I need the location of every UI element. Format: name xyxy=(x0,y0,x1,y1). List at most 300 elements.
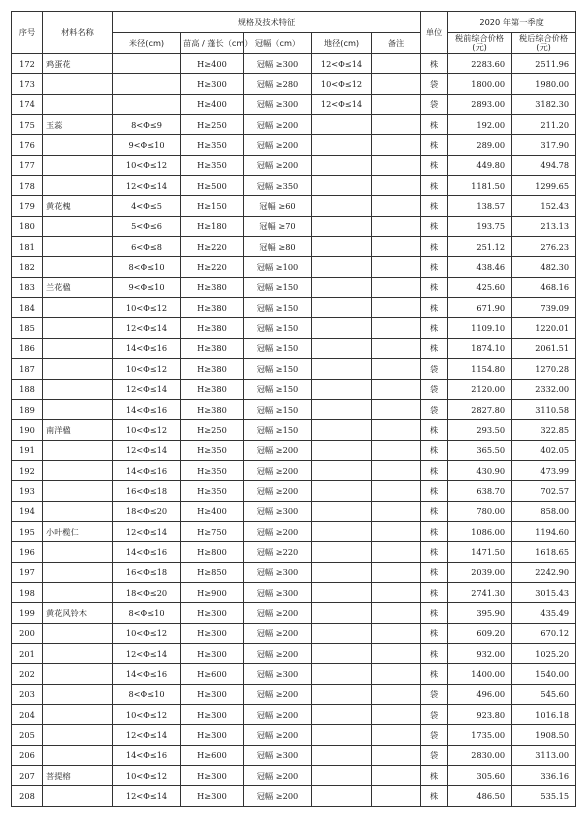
cell-di-jing xyxy=(312,725,372,745)
cell-unit: 株 xyxy=(421,277,448,297)
cell-guan-fu: 冠幅 ≥200 xyxy=(244,623,312,643)
cell-bei-zhu xyxy=(372,705,421,725)
cell-material-name xyxy=(43,542,113,562)
cell-post-tax-price: 468.16 xyxy=(512,277,576,297)
cell-miao-gao: H≥300 xyxy=(181,603,244,623)
cell-bei-zhu xyxy=(372,786,421,806)
cell-bei-zhu xyxy=(372,440,421,460)
cell-seq: 205 xyxy=(12,725,43,745)
cell-bei-zhu xyxy=(372,562,421,582)
cell-pre-tax-price: 2120.00 xyxy=(448,379,512,399)
cell-unit: 袋 xyxy=(421,379,448,399)
price-table-sheet xyxy=(11,11,575,807)
cell-bei-zhu xyxy=(372,176,421,196)
cell-bei-zhu xyxy=(372,298,421,318)
cell-pre-tax-price: 2741.30 xyxy=(448,582,512,602)
cell-unit: 株 xyxy=(421,460,448,480)
cell-pre-tax-price: 2827.80 xyxy=(448,399,512,419)
cell-guan-fu: 冠幅 ≥200 xyxy=(244,440,312,460)
cell-unit: 袋 xyxy=(421,94,448,114)
table-row xyxy=(12,74,576,94)
cell-bei-zhu xyxy=(372,318,421,338)
table-row xyxy=(12,562,576,582)
cell-post-tax-price: 1299.65 xyxy=(512,176,576,196)
cell-pre-tax-price: 2830.00 xyxy=(448,745,512,765)
cell-pre-tax-price: 2039.00 xyxy=(448,562,512,582)
cell-seq: 198 xyxy=(12,582,43,602)
cell-seq: 203 xyxy=(12,684,43,704)
cell-material-name xyxy=(43,481,113,501)
cell-unit: 株 xyxy=(421,623,448,643)
cell-guan-fu: 冠幅 ≥150 xyxy=(244,318,312,338)
cell-miao-gao: H≥220 xyxy=(181,237,244,257)
cell-mi-jing: 8<Φ≤10 xyxy=(113,603,181,623)
cell-guan-fu: 冠幅 ≥300 xyxy=(244,664,312,684)
cell-seq: 177 xyxy=(12,155,43,175)
cell-pre-tax-price: 192.00 xyxy=(448,115,512,135)
cell-material-name xyxy=(43,94,113,114)
cell-bei-zhu xyxy=(372,664,421,684)
cell-mi-jing: 10<Φ≤12 xyxy=(113,359,181,379)
cell-di-jing xyxy=(312,542,372,562)
cell-material-name xyxy=(43,399,113,419)
cell-pre-tax-price: 251.12 xyxy=(448,237,512,257)
table-body xyxy=(12,54,576,807)
table-row xyxy=(12,420,576,440)
cell-post-tax-price: 1025.20 xyxy=(512,643,576,663)
cell-material-name xyxy=(43,379,113,399)
cell-pre-tax-price: 1154.80 xyxy=(448,359,512,379)
cell-unit: 袋 xyxy=(421,359,448,379)
cell-post-tax-price: 1980.00 xyxy=(512,74,576,94)
cell-unit: 株 xyxy=(421,440,448,460)
cell-di-jing xyxy=(312,196,372,216)
cell-bei-zhu xyxy=(372,603,421,623)
cell-guan-fu: 冠幅 ≥200 xyxy=(244,766,312,786)
cell-material-name xyxy=(43,786,113,806)
cell-post-tax-price: 1618.65 xyxy=(512,542,576,562)
cell-guan-fu: 冠幅 ≥150 xyxy=(244,379,312,399)
table-row xyxy=(12,115,576,135)
cell-bei-zhu xyxy=(372,623,421,643)
cell-miao-gao: H≥220 xyxy=(181,257,244,277)
cell-miao-gao: H≥300 xyxy=(181,74,244,94)
cell-di-jing: 12<Φ≤14 xyxy=(312,54,372,74)
cell-pre-tax-price: 496.00 xyxy=(448,684,512,704)
cell-material-name: 黄花槐 xyxy=(43,196,113,216)
cell-guan-fu: 冠幅 ≥300 xyxy=(244,745,312,765)
cell-seq: 179 xyxy=(12,196,43,216)
cell-material-name xyxy=(43,664,113,684)
table-row xyxy=(12,54,576,74)
cell-miao-gao: H≥400 xyxy=(181,54,244,74)
cell-guan-fu: 冠幅 ≥200 xyxy=(244,115,312,135)
table-row xyxy=(12,257,576,277)
cell-material-name xyxy=(43,338,113,358)
cell-bei-zhu xyxy=(372,155,421,175)
cell-pre-tax-price: 2283.60 xyxy=(448,54,512,74)
cell-seq: 189 xyxy=(12,399,43,419)
cell-pre-tax-price: 486.50 xyxy=(448,786,512,806)
cell-seq: 208 xyxy=(12,786,43,806)
cell-guan-fu: 冠幅 ≥220 xyxy=(244,542,312,562)
cell-seq: 180 xyxy=(12,216,43,236)
cell-seq: 173 xyxy=(12,74,43,94)
header-spec-group: 规格及技术特征 xyxy=(113,12,421,33)
cell-mi-jing: 9<Φ≤10 xyxy=(113,135,181,155)
cell-post-tax-price: 213.13 xyxy=(512,216,576,236)
cell-di-jing xyxy=(312,705,372,725)
cell-miao-gao: H≥900 xyxy=(181,582,244,602)
cell-post-tax-price: 482.30 xyxy=(512,257,576,277)
cell-unit: 株 xyxy=(421,135,448,155)
cell-seq: 190 xyxy=(12,420,43,440)
cell-unit: 株 xyxy=(421,115,448,135)
cell-guan-fu: 冠幅 ≥200 xyxy=(244,135,312,155)
cell-mi-jing: 16<Φ≤18 xyxy=(113,481,181,501)
cell-di-jing xyxy=(312,481,372,501)
cell-post-tax-price: 545.60 xyxy=(512,684,576,704)
table-row xyxy=(12,338,576,358)
cell-guan-fu: 冠幅 ≥300 xyxy=(244,562,312,582)
cell-pre-tax-price: 923.80 xyxy=(448,705,512,725)
table-row xyxy=(12,359,576,379)
cell-bei-zhu xyxy=(372,745,421,765)
cell-material-name xyxy=(43,501,113,521)
cell-seq: 206 xyxy=(12,745,43,765)
cell-unit: 株 xyxy=(421,521,448,541)
cell-post-tax-price: 2242.90 xyxy=(512,562,576,582)
cell-pre-tax-price: 671.90 xyxy=(448,298,512,318)
header-material-name: 材料名称 xyxy=(43,12,113,54)
table-row xyxy=(12,460,576,480)
table-row xyxy=(12,318,576,338)
cell-pre-tax-price: 193.75 xyxy=(448,216,512,236)
cell-di-jing xyxy=(312,786,372,806)
cell-mi-jing: 10<Φ≤12 xyxy=(113,420,181,440)
price-table xyxy=(11,11,576,807)
table-row xyxy=(12,94,576,114)
cell-mi-jing: 10<Φ≤12 xyxy=(113,298,181,318)
cell-seq: 200 xyxy=(12,623,43,643)
cell-guan-fu: 冠幅 ≥300 xyxy=(244,501,312,521)
cell-mi-jing: 12<Φ≤14 xyxy=(113,521,181,541)
header-di-jing: 地径(cm) xyxy=(312,33,372,54)
cell-unit: 袋 xyxy=(421,684,448,704)
cell-guan-fu: 冠幅 ≥60 xyxy=(244,196,312,216)
cell-unit: 株 xyxy=(421,786,448,806)
cell-mi-jing: 12<Φ≤14 xyxy=(113,786,181,806)
cell-material-name xyxy=(43,135,113,155)
table-header xyxy=(12,12,576,54)
cell-post-tax-price: 739.09 xyxy=(512,298,576,318)
cell-mi-jing: 9<Φ≤10 xyxy=(113,277,181,297)
cell-bei-zhu xyxy=(372,521,421,541)
header-seq: 序号 xyxy=(12,12,43,54)
cell-miao-gao: H≥600 xyxy=(181,664,244,684)
cell-miao-gao: H≥300 xyxy=(181,766,244,786)
cell-material-name: 玉蕊 xyxy=(43,115,113,135)
cell-guan-fu: 冠幅 ≥100 xyxy=(244,257,312,277)
cell-seq: 185 xyxy=(12,318,43,338)
cell-bei-zhu xyxy=(372,135,421,155)
cell-di-jing xyxy=(312,359,372,379)
cell-miao-gao: H≥300 xyxy=(181,725,244,745)
cell-seq: 201 xyxy=(12,643,43,663)
cell-di-jing xyxy=(312,155,372,175)
cell-mi-jing: 14<Φ≤16 xyxy=(113,542,181,562)
cell-post-tax-price: 3182.30 xyxy=(512,94,576,114)
cell-di-jing xyxy=(312,420,372,440)
cell-guan-fu: 冠幅 ≥150 xyxy=(244,420,312,440)
table-row xyxy=(12,481,576,501)
cell-seq: 181 xyxy=(12,237,43,257)
cell-mi-jing: 10<Φ≤12 xyxy=(113,705,181,725)
cell-miao-gao: H≥300 xyxy=(181,705,244,725)
cell-post-tax-price: 670.12 xyxy=(512,623,576,643)
cell-di-jing xyxy=(312,216,372,236)
cell-pre-tax-price: 305.60 xyxy=(448,766,512,786)
cell-pre-tax-price: 2893.00 xyxy=(448,94,512,114)
cell-miao-gao: H≥250 xyxy=(181,420,244,440)
cell-mi-jing: 12<Φ≤14 xyxy=(113,643,181,663)
cell-pre-tax-price: 1181.50 xyxy=(448,176,512,196)
cell-bei-zhu xyxy=(372,74,421,94)
cell-mi-jing: 4<Φ≤5 xyxy=(113,196,181,216)
cell-pre-tax-price: 395.90 xyxy=(448,603,512,623)
cell-guan-fu: 冠幅 ≥300 xyxy=(244,54,312,74)
cell-post-tax-price: 1016.18 xyxy=(512,705,576,725)
cell-bei-zhu xyxy=(372,420,421,440)
cell-mi-jing: 12<Φ≤14 xyxy=(113,318,181,338)
cell-di-jing xyxy=(312,176,372,196)
cell-mi-jing: 12<Φ≤14 xyxy=(113,440,181,460)
cell-bei-zhu xyxy=(372,359,421,379)
cell-seq: 186 xyxy=(12,338,43,358)
cell-material-name xyxy=(43,74,113,94)
cell-bei-zhu xyxy=(372,196,421,216)
cell-post-tax-price: 1908.50 xyxy=(512,725,576,745)
cell-material-name xyxy=(43,623,113,643)
cell-guan-fu: 冠幅 ≥300 xyxy=(244,94,312,114)
cell-mi-jing: 14<Φ≤16 xyxy=(113,460,181,480)
cell-seq: 202 xyxy=(12,664,43,684)
cell-post-tax-price: 435.49 xyxy=(512,603,576,623)
cell-unit: 株 xyxy=(421,216,448,236)
cell-pre-tax-price: 1874.10 xyxy=(448,338,512,358)
cell-seq: 176 xyxy=(12,135,43,155)
cell-pre-tax-price: 138.57 xyxy=(448,196,512,216)
cell-di-jing xyxy=(312,338,372,358)
cell-material-name xyxy=(43,562,113,582)
cell-di-jing xyxy=(312,440,372,460)
cell-di-jing xyxy=(312,501,372,521)
cell-miao-gao: H≥800 xyxy=(181,542,244,562)
cell-di-jing xyxy=(312,521,372,541)
cell-material-name: 鸡蛋花 xyxy=(43,54,113,74)
cell-unit: 株 xyxy=(421,338,448,358)
cell-mi-jing: 16<Φ≤18 xyxy=(113,562,181,582)
header-unit: 单位 xyxy=(421,12,448,54)
table-row xyxy=(12,501,576,521)
cell-guan-fu: 冠幅 ≥150 xyxy=(244,399,312,419)
cell-material-name: 菩提榕 xyxy=(43,766,113,786)
table-row xyxy=(12,176,576,196)
cell-seq: 192 xyxy=(12,460,43,480)
cell-di-jing xyxy=(312,766,372,786)
cell-pre-tax-price: 638.70 xyxy=(448,481,512,501)
cell-miao-gao: H≥380 xyxy=(181,359,244,379)
cell-post-tax-price: 3113.00 xyxy=(512,745,576,765)
table-row xyxy=(12,664,576,684)
cell-pre-tax-price: 449.80 xyxy=(448,155,512,175)
cell-post-tax-price: 1270.28 xyxy=(512,359,576,379)
cell-material-name: 小叶榄仁 xyxy=(43,521,113,541)
cell-material-name xyxy=(43,318,113,338)
cell-di-jing xyxy=(312,257,372,277)
cell-guan-fu: 冠幅 ≥80 xyxy=(244,237,312,257)
cell-post-tax-price: 858.00 xyxy=(512,501,576,521)
cell-material-name xyxy=(43,176,113,196)
cell-material-name xyxy=(43,257,113,277)
cell-post-tax-price: 322.85 xyxy=(512,420,576,440)
cell-pre-tax-price: 932.00 xyxy=(448,643,512,663)
cell-miao-gao: H≥380 xyxy=(181,318,244,338)
cell-miao-gao: H≥300 xyxy=(181,684,244,704)
cell-post-tax-price: 2332.00 xyxy=(512,379,576,399)
cell-pre-tax-price: 609.20 xyxy=(448,623,512,643)
cell-miao-gao: H≥180 xyxy=(181,216,244,236)
table-row xyxy=(12,379,576,399)
cell-unit: 株 xyxy=(421,643,448,663)
cell-pre-tax-price: 1400.00 xyxy=(448,664,512,684)
cell-di-jing xyxy=(312,298,372,318)
cell-miao-gao: H≥350 xyxy=(181,460,244,480)
cell-guan-fu: 冠幅 ≥150 xyxy=(244,298,312,318)
cell-mi-jing: 10<Φ≤12 xyxy=(113,623,181,643)
header-miao-gao: 苗高 / 蓬长（cm） xyxy=(181,33,244,54)
cell-seq: 178 xyxy=(12,176,43,196)
table-row xyxy=(12,766,576,786)
cell-seq: 184 xyxy=(12,298,43,318)
cell-pre-tax-price: 1471.50 xyxy=(448,542,512,562)
table-row xyxy=(12,135,576,155)
cell-mi-jing: 5<Φ≤6 xyxy=(113,216,181,236)
cell-seq: 188 xyxy=(12,379,43,399)
cell-mi-jing: 10<Φ≤12 xyxy=(113,766,181,786)
cell-post-tax-price: 1220.01 xyxy=(512,318,576,338)
cell-di-jing xyxy=(312,562,372,582)
cell-seq: 196 xyxy=(12,542,43,562)
cell-miao-gao: H≥500 xyxy=(181,176,244,196)
cell-material-name: 南洋楹 xyxy=(43,420,113,440)
cell-guan-fu: 冠幅 ≥200 xyxy=(244,643,312,663)
cell-miao-gao: H≥400 xyxy=(181,501,244,521)
cell-post-tax-price: 317.90 xyxy=(512,135,576,155)
table-row xyxy=(12,216,576,236)
cell-material-name xyxy=(43,237,113,257)
cell-miao-gao: H≥300 xyxy=(181,623,244,643)
cell-bei-zhu xyxy=(372,542,421,562)
cell-post-tax-price: 152.43 xyxy=(512,196,576,216)
table-row xyxy=(12,705,576,725)
cell-mi-jing: 8<Φ≤10 xyxy=(113,684,181,704)
cell-miao-gao: H≥400 xyxy=(181,94,244,114)
table-row xyxy=(12,542,576,562)
cell-di-jing xyxy=(312,603,372,623)
cell-post-tax-price: 473.99 xyxy=(512,460,576,480)
cell-di-jing xyxy=(312,745,372,765)
cell-seq: 193 xyxy=(12,481,43,501)
cell-guan-fu: 冠幅 ≥300 xyxy=(244,582,312,602)
cell-pre-tax-price: 289.00 xyxy=(448,135,512,155)
cell-bei-zhu xyxy=(372,237,421,257)
cell-bei-zhu xyxy=(372,277,421,297)
cell-di-jing xyxy=(312,135,372,155)
table-row xyxy=(12,399,576,419)
cell-seq: 182 xyxy=(12,257,43,277)
cell-post-tax-price: 1194.60 xyxy=(512,521,576,541)
cell-mi-jing xyxy=(113,54,181,74)
cell-di-jing: 12<Φ≤14 xyxy=(312,94,372,114)
cell-pre-tax-price: 425.60 xyxy=(448,277,512,297)
cell-guan-fu: 冠幅 ≥200 xyxy=(244,481,312,501)
cell-miao-gao: H≥380 xyxy=(181,277,244,297)
cell-seq: 204 xyxy=(12,705,43,725)
cell-unit: 株 xyxy=(421,501,448,521)
cell-seq: 199 xyxy=(12,603,43,623)
cell-di-jing xyxy=(312,277,372,297)
cell-miao-gao: H≥600 xyxy=(181,745,244,765)
cell-post-tax-price: 535.15 xyxy=(512,786,576,806)
table-row xyxy=(12,237,576,257)
cell-post-tax-price: 276.23 xyxy=(512,237,576,257)
cell-seq: 191 xyxy=(12,440,43,460)
cell-di-jing xyxy=(312,460,372,480)
cell-mi-jing: 18<Φ≤20 xyxy=(113,582,181,602)
cell-unit: 袋 xyxy=(421,725,448,745)
cell-guan-fu: 冠幅 ≥200 xyxy=(244,521,312,541)
cell-di-jing xyxy=(312,582,372,602)
cell-mi-jing: 6<Φ≤8 xyxy=(113,237,181,257)
cell-miao-gao: H≥350 xyxy=(181,155,244,175)
cell-material-name xyxy=(43,155,113,175)
cell-mi-jing: 12<Φ≤14 xyxy=(113,379,181,399)
cell-miao-gao: H≥380 xyxy=(181,298,244,318)
cell-guan-fu: 冠幅 ≥200 xyxy=(244,460,312,480)
cell-seq: 175 xyxy=(12,115,43,135)
cell-di-jing xyxy=(312,115,372,135)
cell-di-jing xyxy=(312,379,372,399)
cell-mi-jing: 14<Φ≤16 xyxy=(113,399,181,419)
cell-guan-fu: 冠幅 ≥200 xyxy=(244,603,312,623)
cell-di-jing xyxy=(312,643,372,663)
cell-material-name xyxy=(43,643,113,663)
cell-pre-tax-price: 438.46 xyxy=(448,257,512,277)
cell-material-name xyxy=(43,298,113,318)
cell-pre-tax-price: 1800.00 xyxy=(448,74,512,94)
cell-seq: 194 xyxy=(12,501,43,521)
header-mi-jing: 米径(cm) xyxy=(113,33,181,54)
cell-di-jing xyxy=(312,664,372,684)
cell-bei-zhu xyxy=(372,725,421,745)
cell-seq: 195 xyxy=(12,521,43,541)
cell-post-tax-price: 211.20 xyxy=(512,115,576,135)
table-row xyxy=(12,684,576,704)
table-row xyxy=(12,623,576,643)
table-row xyxy=(12,603,576,623)
cell-bei-zhu xyxy=(372,379,421,399)
